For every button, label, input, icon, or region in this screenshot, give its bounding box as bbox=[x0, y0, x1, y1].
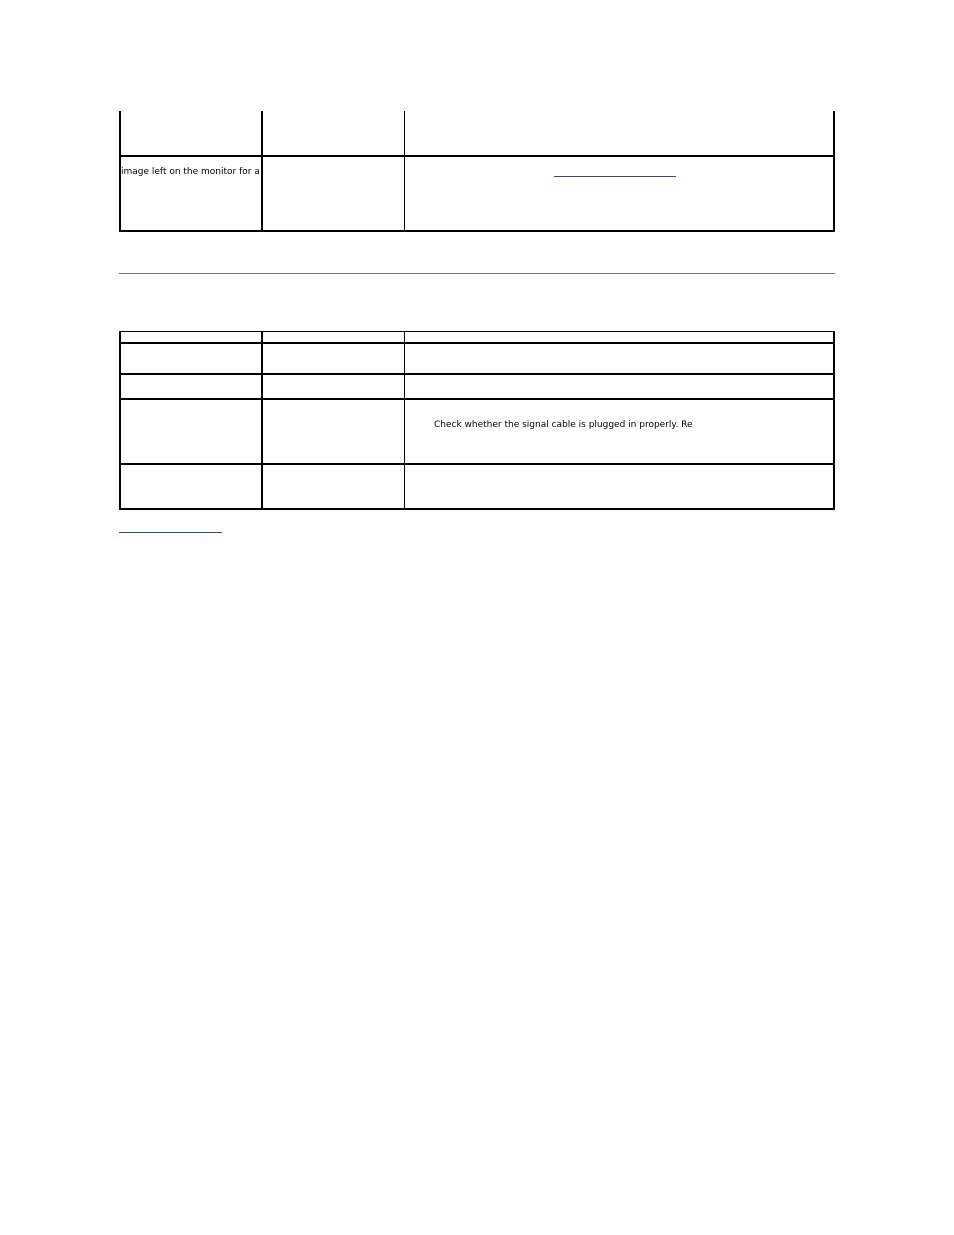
table-bottom-col-divider-1 bbox=[261, 331, 263, 510]
table-bottom-row-divider-2 bbox=[119, 398, 835, 400]
table-bottom-left-border bbox=[119, 331, 121, 510]
table-top-col-divider-1 bbox=[261, 111, 263, 232]
table-bottom-header-divider bbox=[119, 342, 835, 344]
table-bottom-top-border bbox=[119, 331, 835, 332]
table-top-bottom-border bbox=[119, 230, 835, 232]
section-divider bbox=[119, 273, 835, 274]
table-top-row-divider bbox=[119, 155, 835, 157]
table-bottom-row-divider-3 bbox=[119, 463, 835, 465]
table-bottom-right-border bbox=[833, 331, 835, 510]
back-to-contents-link[interactable] bbox=[119, 532, 222, 533]
table-row bbox=[434, 420, 832, 431]
table-top-col-divider-2 bbox=[404, 111, 405, 232]
table-bottom-row-divider-1 bbox=[119, 373, 835, 375]
table-row bbox=[121, 167, 260, 178]
table-bottom-bottom-border bbox=[119, 508, 835, 510]
table-top-right-border bbox=[833, 111, 835, 232]
cell-symptom: image left on the monitor for a bbox=[121, 167, 260, 177]
table-bottom-col-divider-2 bbox=[404, 331, 405, 510]
cell-solution-link[interactable] bbox=[554, 176, 676, 177]
cell-solution: Check whether the signal cable is plugged in properly. Re bbox=[434, 420, 693, 430]
